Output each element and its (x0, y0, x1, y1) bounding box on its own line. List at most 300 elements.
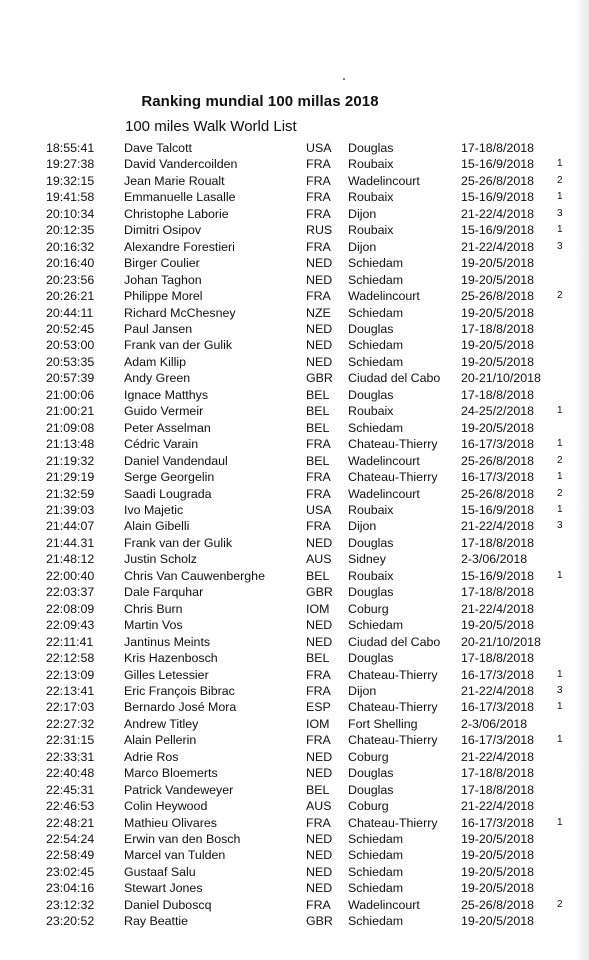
result-time: 20:53:00 (46, 338, 95, 353)
race-location: Roubaix (348, 157, 394, 172)
athlete-name: Jean Marie Roualt (124, 173, 225, 188)
athlete-name: Andy Green (124, 371, 191, 386)
table-row (0, 502, 589, 518)
race-date: 25-26/8/2018 (461, 453, 535, 468)
table-row (0, 140, 589, 156)
race-date: 19-20/5/2018 (461, 256, 535, 271)
result-time: 19:27:38 (46, 157, 95, 172)
table-row (0, 667, 589, 683)
table-row (0, 568, 589, 584)
race-location: Roubaix (348, 502, 394, 517)
athlete-name: Alexandre Forestieri (124, 239, 235, 254)
race-location: Chateau-Thierry (348, 437, 438, 452)
race-location: Douglas (348, 782, 394, 797)
table-row (0, 321, 589, 337)
result-time: 21:44:07 (46, 519, 95, 534)
result-time: 20:16:40 (46, 256, 95, 271)
athlete-name: Alain Pellerin (124, 733, 197, 748)
table-row (0, 683, 589, 699)
athlete-name: Gilles Letessier (124, 667, 209, 682)
race-date: 16-17/3/2018 (461, 815, 535, 830)
race-date: 17-18/8/2018 (461, 321, 535, 336)
race-ref-number: 3 (557, 520, 563, 532)
result-time: 21:09:08 (46, 420, 95, 435)
race-date: 19-20/5/2018 (461, 618, 535, 633)
country-code: ESP (306, 700, 331, 715)
race-location: Roubaix (348, 190, 394, 205)
race-location: Ciudad del Cabo (348, 371, 441, 386)
country-code: NED (306, 272, 333, 287)
table-row (0, 864, 589, 880)
result-time: 22:03:37 (46, 585, 95, 600)
table-row (0, 453, 589, 469)
result-time: 21:19:32 (46, 453, 95, 468)
race-location: Chateau-Thierry (348, 700, 438, 715)
race-date: 25-26/8/2018 (461, 173, 535, 188)
race-location: Dijon (348, 519, 377, 534)
athlete-name: Dave Talcott (124, 141, 192, 155)
country-code: NZE (306, 305, 331, 320)
race-date: 15-16/9/2018 (461, 223, 535, 238)
athlete-name: Alain Gibelli (124, 519, 190, 534)
country-code: FRA (306, 815, 331, 830)
table-row (0, 469, 589, 485)
country-code: NED (306, 881, 333, 896)
country-code: FRA (306, 289, 331, 304)
page-edge-shadow (575, 0, 589, 960)
race-location: Schiedam (348, 914, 404, 929)
result-time: 20:10:34 (46, 206, 95, 221)
result-time: 22:48:21 (46, 815, 95, 830)
country-code: BEL (306, 420, 330, 435)
table-row (0, 222, 589, 238)
athlete-name: David Vandercoilden (124, 157, 238, 172)
athlete-name: Emmanuelle Lasalle (124, 190, 236, 205)
race-date: 17-18/8/2018 (461, 766, 535, 781)
country-code: NED (306, 338, 333, 353)
table-row (0, 551, 589, 567)
athlete-name: Cédric Varain (124, 437, 199, 452)
table-row (0, 173, 589, 189)
result-time: 23:02:45 (46, 864, 95, 879)
race-location: Dijon (348, 206, 377, 221)
result-time: 21:00:06 (46, 387, 95, 402)
result-time: 23:20:52 (46, 914, 95, 929)
race-location: Ciudad del Cabo (348, 634, 441, 649)
race-date: 19-20/5/2018 (461, 420, 535, 435)
result-time: 22:11:41 (46, 634, 94, 649)
race-date: 15-16/9/2018 (461, 502, 535, 517)
race-date: 25-26/8/2018 (461, 289, 535, 304)
race-location: Coburg (348, 799, 389, 814)
race-date: 19-20/5/2018 (461, 272, 535, 287)
athlete-name: Paul Jansen (124, 321, 193, 336)
table-row (0, 354, 589, 370)
athlete-name: Andrew Titley (124, 716, 199, 731)
race-location: Wadelincourt (348, 897, 420, 912)
table-row (0, 206, 589, 222)
speck-mark (343, 78, 345, 80)
race-location: Roubaix (348, 223, 394, 238)
table-row (0, 486, 589, 502)
race-location: Roubaix (348, 404, 394, 419)
result-time: 22:13:09 (46, 667, 95, 682)
table-row (0, 239, 589, 255)
athlete-name: Stewart Jones (124, 881, 203, 896)
race-ref-number: 2 (557, 290, 563, 302)
result-time: 20:53:35 (46, 354, 95, 369)
result-time: 20:44:11 (46, 305, 94, 320)
country-code: NED (306, 354, 333, 369)
race-location: Schiedam (348, 338, 404, 353)
table-row (0, 189, 589, 205)
athlete-name: Eric François Bibrac (124, 683, 235, 698)
race-date: 15-16/9/2018 (461, 190, 535, 205)
race-location: Douglas (348, 585, 394, 600)
result-time: 21:32:59 (46, 486, 95, 501)
race-ref-number: 1 (557, 191, 563, 203)
race-location: Wadelincourt (348, 453, 420, 468)
result-time: 22:58:49 (46, 848, 95, 863)
athlete-name: Peter Asselman (124, 420, 211, 435)
race-ref-number: 2 (557, 898, 563, 910)
race-date: 21-22/4/2018 (461, 519, 535, 534)
athlete-name: Adam Killip (124, 354, 186, 369)
country-code: AUS (306, 799, 332, 814)
race-ref-number: 3 (557, 207, 563, 219)
athlete-name: Marcel van Tulden (124, 848, 226, 863)
athlete-name: Jantinus Meints (124, 634, 211, 649)
race-location: Coburg (348, 601, 389, 616)
race-date: 17-18/8/2018 (461, 535, 535, 550)
race-location: Dijon (348, 239, 377, 254)
race-location: Schiedam (348, 881, 404, 896)
race-location: Douglas (348, 141, 394, 155)
race-location: Wadelincourt (348, 289, 420, 304)
athlete-name: Dale Farquhar (124, 585, 204, 600)
table-row (0, 880, 589, 896)
table-row (0, 897, 589, 913)
table-row (0, 765, 589, 781)
race-date: 15-16/9/2018 (461, 568, 535, 583)
race-location: Douglas (348, 535, 394, 550)
race-ref-number: 2 (557, 487, 563, 499)
table-row (0, 255, 589, 271)
result-time: 22:46:53 (46, 799, 95, 814)
country-code: FRA (306, 157, 331, 172)
race-ref-number: 1 (557, 405, 563, 417)
country-code: FRA (306, 733, 331, 748)
athlete-name: Richard McChesney (124, 305, 236, 320)
country-code: FRA (306, 173, 331, 188)
race-date: 17-18/8/2018 (461, 651, 535, 666)
race-date: 17-18/8/2018 (461, 141, 535, 155)
race-location: Schiedam (348, 864, 404, 879)
race-date: 19-20/5/2018 (461, 338, 535, 353)
race-ref-number: 1 (557, 224, 563, 236)
result-time: 19:41:58 (46, 190, 95, 205)
race-date: 21-22/4/2018 (461, 239, 535, 254)
table-row (0, 387, 589, 403)
athlete-name: Daniel Vandendaul (124, 453, 228, 468)
table-row (0, 370, 589, 386)
race-ref-number: 1 (557, 438, 563, 450)
race-location: Schiedam (348, 256, 404, 271)
table-row (0, 420, 589, 436)
race-ref-number: 1 (557, 668, 563, 680)
athlete-name: Martin Vos (124, 618, 183, 633)
result-time: 22:08:09 (46, 601, 95, 616)
race-date: 21-22/4/2018 (461, 749, 535, 764)
table-row (0, 634, 589, 650)
result-time: 20:12:35 (46, 223, 95, 238)
result-time: 22:00:40 (46, 568, 95, 583)
page-title: Ranking mundial 100 millas 2018 (141, 93, 379, 110)
country-code: NED (306, 535, 333, 550)
race-date: 25-26/8/2018 (461, 897, 535, 912)
race-location: Chateau-Thierry (348, 470, 438, 485)
race-date: 19-20/5/2018 (461, 832, 535, 847)
race-date: 16-17/3/2018 (461, 733, 535, 748)
race-ref-number: 1 (557, 569, 563, 581)
athlete-name: Frank van der Gulik (124, 338, 233, 353)
race-date: 19-20/5/2018 (461, 864, 535, 879)
table-row (0, 436, 589, 452)
country-code: GBR (306, 914, 333, 929)
country-code: BEL (306, 404, 330, 419)
country-code: FRA (306, 437, 331, 452)
result-time: 20:26:21 (46, 289, 95, 304)
athlete-name: Gustaaf Salu (124, 864, 196, 879)
race-location: Schiedam (348, 832, 404, 847)
race-location: Dijon (348, 683, 377, 698)
result-time: 21:13:48 (46, 437, 95, 452)
country-code: BEL (306, 453, 330, 468)
race-date: 2-3/06/2018 (461, 552, 528, 567)
table-row (0, 732, 589, 748)
result-time: 22:45:31 (46, 782, 95, 797)
table-row (0, 337, 589, 353)
race-ref-number: 1 (557, 471, 563, 483)
race-ref-number: 1 (557, 734, 563, 746)
athlete-name: Philippe Morel (124, 289, 203, 304)
result-time: 22:27:32 (46, 716, 95, 731)
country-code: NED (306, 766, 333, 781)
result-time: 22:12:58 (46, 651, 95, 666)
result-time: 21:00:21 (46, 404, 95, 419)
country-code: RUS (306, 223, 333, 238)
result-time: 21:48:12 (46, 552, 95, 567)
table-row (0, 288, 589, 304)
race-date: 25-26/8/2018 (461, 486, 535, 501)
country-code: BEL (306, 782, 330, 797)
athlete-name: Ray Beattie (124, 914, 189, 929)
table-row (0, 831, 589, 847)
country-code: FRA (306, 519, 331, 534)
race-date: 2-3/06/2018 (461, 716, 528, 731)
result-time: 22:17:03 (46, 700, 95, 715)
race-ref-number: 3 (557, 240, 563, 252)
country-code: NED (306, 749, 333, 764)
result-time: 19:32:15 (46, 173, 95, 188)
race-date: 19-20/5/2018 (461, 305, 535, 320)
race-location: Coburg (348, 749, 389, 764)
athlete-name: Marco Bloemerts (124, 766, 218, 781)
country-code: FRA (306, 190, 331, 205)
athlete-name: Mathieu Olivares (124, 815, 217, 830)
race-ref-number: 2 (557, 454, 563, 466)
athlete-name: Adrie Ros (124, 749, 179, 764)
result-time: 20:16:32 (46, 239, 95, 254)
race-location: Schiedam (348, 272, 404, 287)
page-subtitle: 100 miles Walk World List (125, 118, 297, 135)
result-time: 20:57:39 (46, 371, 95, 386)
country-code: IOM (306, 601, 330, 616)
country-code: GBR (306, 371, 333, 386)
table-row (0, 305, 589, 321)
race-location: Schiedam (348, 848, 404, 863)
athlete-name: Daniel Duboscq (124, 897, 212, 912)
race-date: 17-18/8/2018 (461, 387, 535, 402)
table-row (0, 798, 589, 814)
country-code: NED (306, 848, 333, 863)
race-location: Chateau-Thierry (348, 815, 438, 830)
table-row (0, 156, 589, 172)
race-date: 15-16/9/2018 (461, 157, 535, 172)
table-row (0, 601, 589, 617)
race-date: 20-21/10/2018 (461, 371, 541, 386)
race-date: 24-25/2/2018 (461, 404, 535, 419)
athlete-name: Justin Scholz (124, 552, 198, 567)
athlete-name: Christophe Laborie (124, 206, 229, 221)
athlete-name: Birger Coulier (124, 256, 200, 271)
athlete-name: Saadi Lougrada (124, 486, 212, 501)
result-time: 23:12:32 (46, 897, 95, 912)
race-location: Schiedam (348, 618, 404, 633)
country-code: USA (306, 141, 332, 155)
country-code: BEL (306, 568, 330, 583)
athlete-name: Chris Van Cauwenberghe (124, 568, 265, 583)
athlete-name: Johan Taghon (124, 272, 202, 287)
race-date: 21-22/4/2018 (461, 799, 535, 814)
athlete-name: Ignace Matthys (124, 387, 209, 402)
race-location: Schiedam (348, 420, 404, 435)
country-code: BEL (306, 651, 330, 666)
result-time: 20:52:45 (46, 321, 95, 336)
table-row (0, 699, 589, 715)
race-date: 16-17/3/2018 (461, 470, 535, 485)
race-date: 19-20/5/2018 (461, 354, 535, 369)
race-location: Wadelincourt (348, 173, 420, 188)
result-time: 22:31:15 (46, 733, 95, 748)
table-row (0, 913, 589, 929)
country-code: FRA (306, 486, 331, 501)
athlete-name: Serge Georgelin (124, 470, 215, 485)
race-date: 17-18/8/2018 (461, 585, 535, 600)
table-row (0, 403, 589, 419)
race-ref-number: 3 (557, 684, 563, 696)
country-code: USA (306, 502, 332, 517)
country-code: NED (306, 256, 333, 271)
result-time: 22:09:43 (46, 618, 95, 633)
race-date: 16-17/3/2018 (461, 667, 535, 682)
race-ref-number: 1 (557, 158, 563, 170)
result-time: 23:04:16 (46, 881, 95, 896)
athlete-name: Chris Burn (124, 601, 183, 616)
table-row (0, 650, 589, 666)
race-location: Sidney (348, 552, 386, 567)
country-code: NED (306, 832, 333, 847)
table-row (0, 847, 589, 863)
race-date: 19-20/5/2018 (461, 914, 535, 929)
race-date: 19-20/5/2018 (461, 881, 535, 896)
athlete-name: Erwin van den Bosch (124, 832, 241, 847)
country-code: FRA (306, 897, 331, 912)
result-time: 22:13:41 (46, 683, 95, 698)
country-code: GBR (306, 585, 333, 600)
country-code: FRA (306, 239, 331, 254)
race-date: 21-22/4/2018 (461, 601, 535, 616)
country-code: NED (306, 321, 333, 336)
race-location: Chateau-Thierry (348, 733, 438, 748)
race-location: Douglas (348, 321, 394, 336)
table-row (0, 272, 589, 288)
result-time: 21:39:03 (46, 502, 95, 517)
race-ref-number: 1 (557, 503, 563, 515)
race-date: 17-18/8/2018 (461, 782, 535, 797)
athlete-name: Patrick Vandeweyer (124, 782, 234, 797)
country-code: BEL (306, 387, 330, 402)
table-row (0, 749, 589, 765)
country-code: FRA (306, 206, 331, 221)
race-ref-number: 1 (557, 701, 563, 713)
race-date: 21-22/4/2018 (461, 683, 535, 698)
race-location: Schiedam (348, 354, 404, 369)
athlete-name: Dimitri Osipov (124, 223, 202, 238)
table-row (0, 617, 589, 633)
race-date: 16-17/3/2018 (461, 700, 535, 715)
country-code: NED (306, 634, 333, 649)
race-date: 20-21/10/2018 (461, 634, 541, 649)
race-date: 19-20/5/2018 (461, 848, 535, 863)
athlete-name: Kris Hazenbosch (124, 651, 218, 666)
country-code: IOM (306, 716, 330, 731)
table-row (0, 716, 589, 732)
race-location: Chateau-Thierry (348, 667, 438, 682)
race-ref-number: 2 (557, 174, 563, 186)
race-location: Schiedam (348, 305, 404, 320)
result-time: 22:54:24 (46, 832, 95, 847)
table-row (0, 535, 589, 551)
country-code: NED (306, 618, 333, 633)
table-row (0, 584, 589, 600)
result-time: 21:29:19 (46, 470, 95, 485)
athlete-name: Colin Heywood (124, 799, 208, 814)
result-time: 18:55:41 (46, 141, 95, 155)
race-location: Wadelincourt (348, 486, 420, 501)
result-time: 20:23:56 (46, 272, 95, 287)
result-time: 22:33:31 (46, 749, 95, 764)
country-code: AUS (306, 552, 332, 567)
ranking-list (0, 140, 589, 930)
race-location: Douglas (348, 766, 394, 781)
athlete-name: Guido Vermeir (124, 404, 204, 419)
athlete-name: Frank van der Gulik (124, 535, 233, 550)
country-code: NED (306, 864, 333, 879)
race-location: Fort Shelling (348, 716, 418, 731)
athlete-name: Bernardo José Mora (124, 700, 237, 715)
race-location: Douglas (348, 651, 394, 666)
